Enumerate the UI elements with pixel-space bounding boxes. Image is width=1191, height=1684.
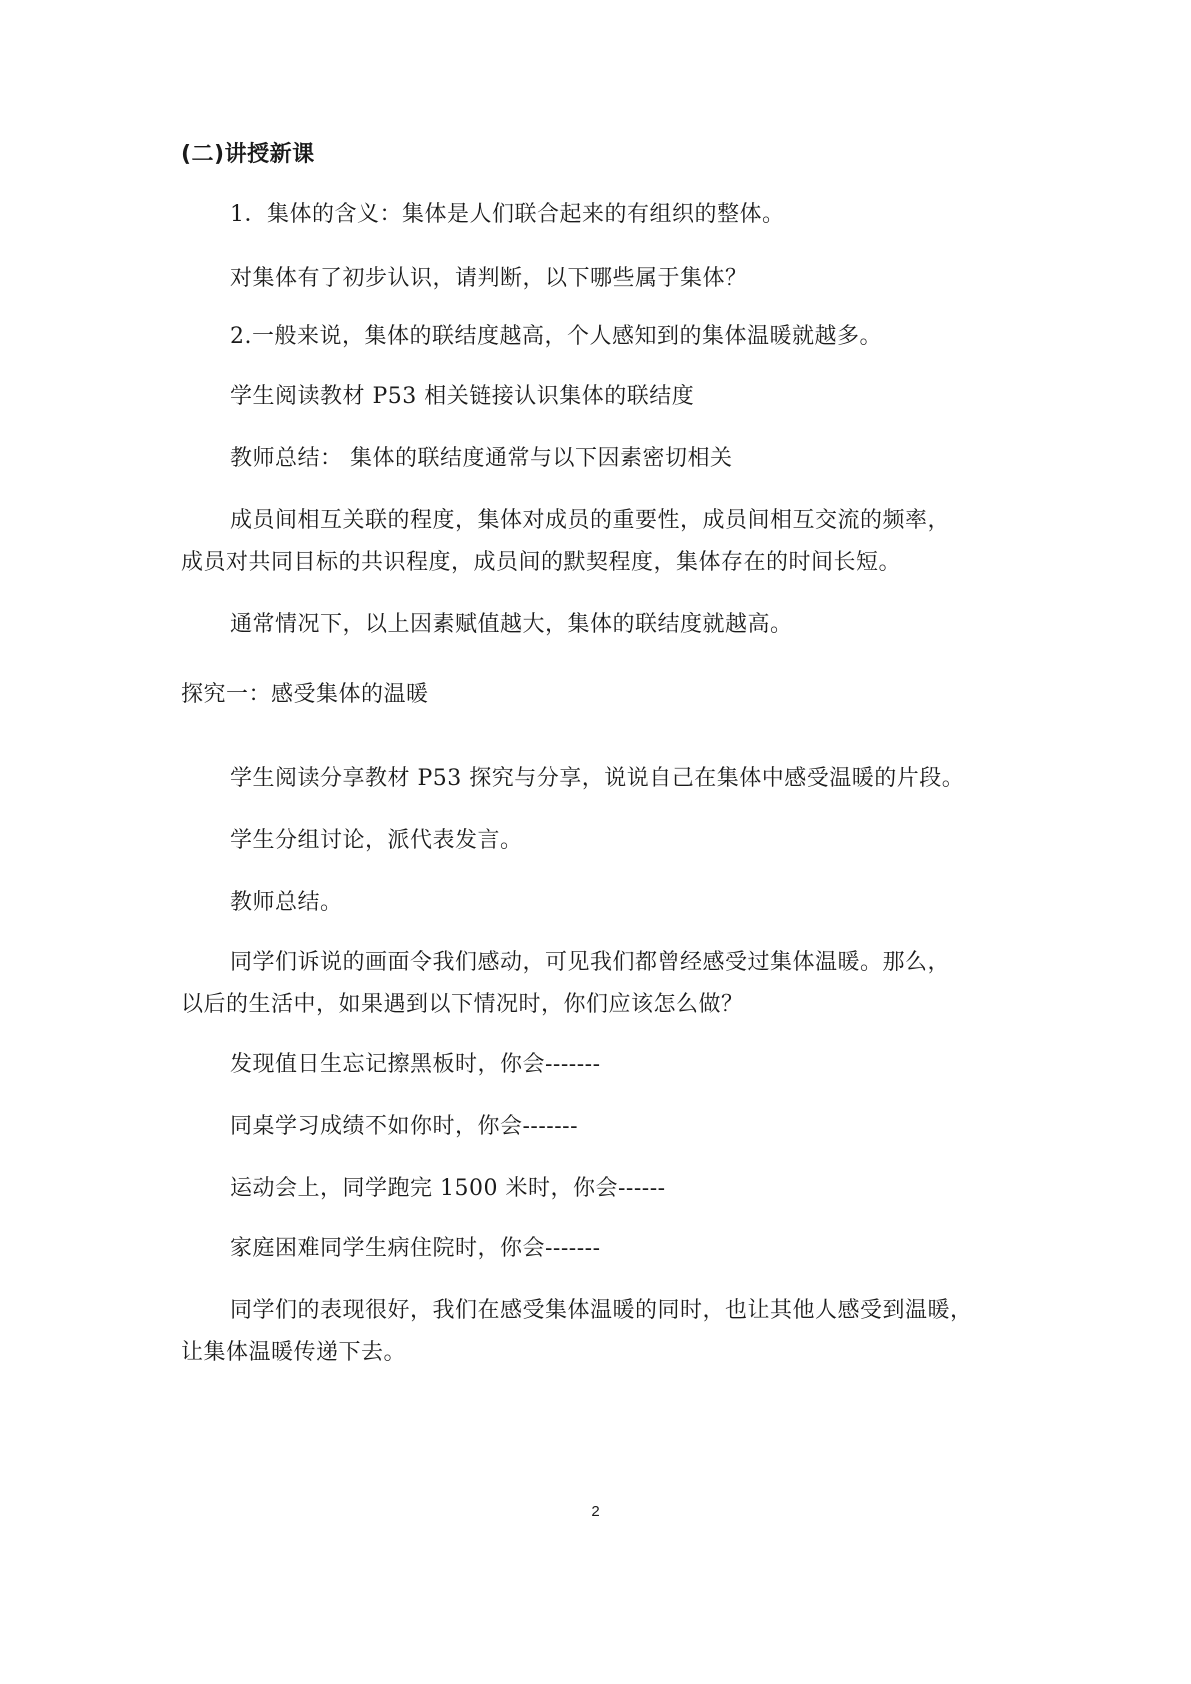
paragraph-factors-line2: 成员对共同目标的共识程度，成员间的默契程度，集体存在的时间长短。 [181, 550, 902, 575]
paragraph-touching-line2: 以后的生活中，如果遇到以下情况时，你们应该怎么做？ [181, 992, 744, 1017]
paragraph-factors-line1: 成员间相互关联的程度，集体对成员的重要性，成员间相互交流的频率， [230, 508, 951, 533]
paragraph-scenario-hospital: 家庭困难同学生病住院时，你会------- [230, 1236, 601, 1261]
section-heading: (二)讲授新课 [181, 142, 315, 167]
paragraph-teacher-summary: 教师总结： 集体的联结度通常与以下因素密切相关 [230, 446, 733, 471]
paragraph-closing-line2: 让集体温暖传递下去。 [181, 1340, 407, 1365]
inquiry-heading: 探究一：感受集体的温暖 [181, 682, 429, 707]
paragraph-connection-degree: 2.一般来说，集体的联结度越高，个人感知到的集体温暖就越多。 [230, 324, 882, 349]
paragraph-group-discussion: 学生分组讨论，派代表发言。 [230, 828, 523, 853]
page-number: 2 [591, 1503, 600, 1520]
paragraph-closing-line1: 同学们的表现很好，我们在感受集体温暖的同时，也让其他人感受到温暖， [230, 1298, 973, 1323]
paragraph-share: 学生阅读分享教材 P53 探究与分享，说说自己在集体中感受温暖的片段。 [230, 766, 965, 791]
paragraph-scenario-blackboard: 发现值日生忘记擦黑板时，你会------- [230, 1052, 601, 1077]
paragraph-judge-prompt: 对集体有了初步认识，请判断，以下哪些属于集体？ [230, 266, 748, 291]
paragraph-teacher-summary-2: 教师总结。 [230, 890, 343, 915]
paragraph-scenario-deskmate: 同桌学习成绩不如你时，你会------- [230, 1114, 579, 1139]
paragraph-read-textbook: 学生阅读教材 P53 相关链接认识集体的联结度 [230, 384, 695, 409]
paragraph-scenario-sports: 运动会上，同学跑完 1500 米时，你会------ [230, 1176, 666, 1201]
paragraph-collective-definition: 1．集体的含义：集体是人们联合起来的有组织的整体。 [230, 202, 785, 227]
paragraph-conclusion: 通常情况下，以上因素赋值越大，集体的联结度就越高。 [230, 612, 793, 637]
paragraph-touching-line1: 同学们诉说的画面令我们感动，可见我们都曾经感受过集体温暖。那么， [230, 950, 951, 975]
